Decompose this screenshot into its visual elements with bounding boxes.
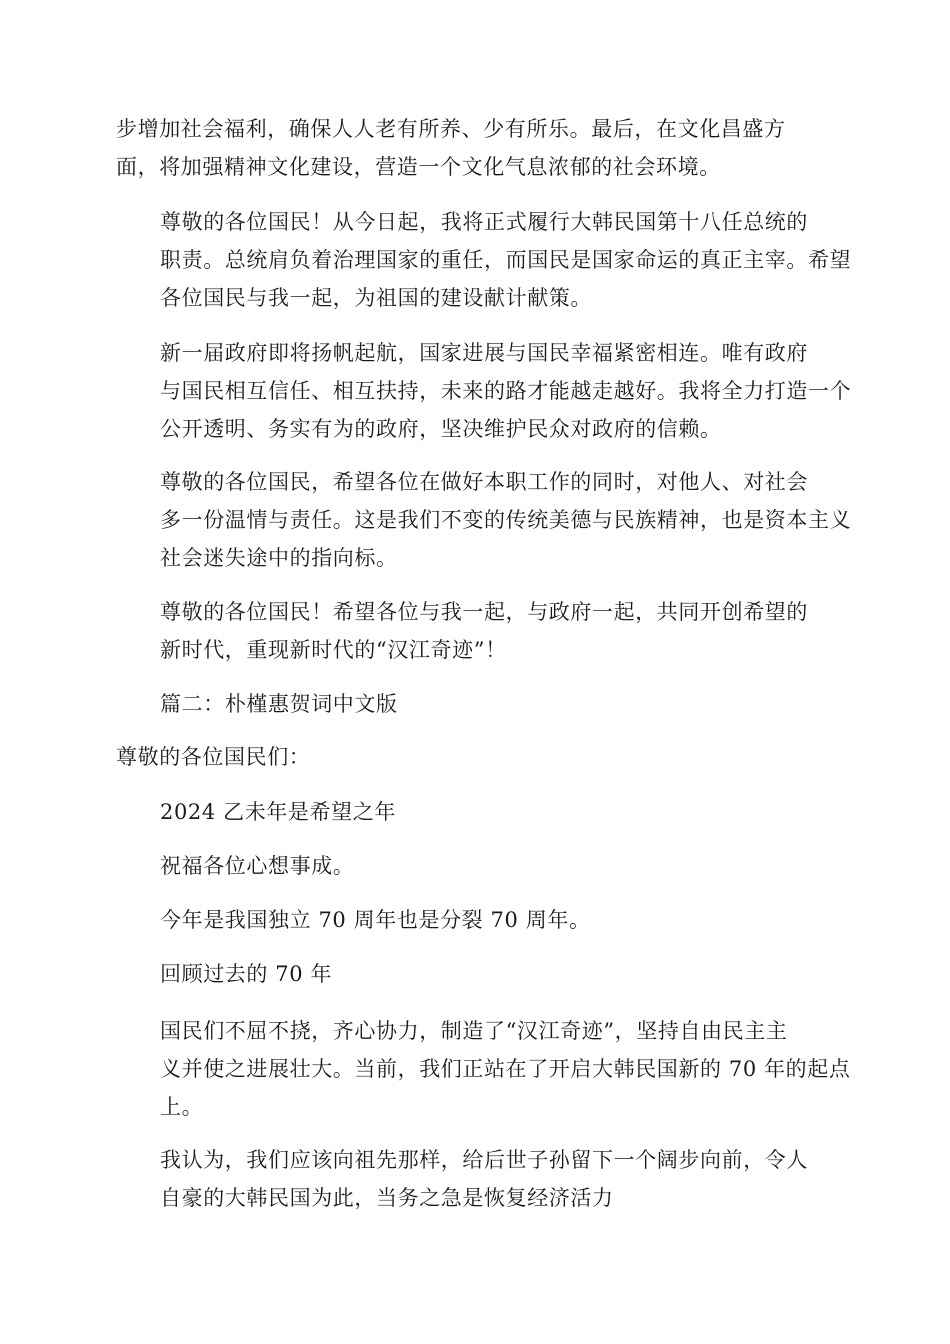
text-line: 篇二：朴槿惠贺词中文版	[160, 692, 398, 716]
paragraph-new-government	[116, 334, 852, 448]
text-line: 今年是我国独立 70 周年也是分裂 70 周年。	[160, 908, 591, 932]
text-line: 尊敬的各位国民！从今日起，我将正式履行大韩民国第十八任总统的	[160, 210, 808, 234]
text-line: 新一届政府即将扬帆起航，国家进展与国民幸福紧密相连。唯有政府	[160, 341, 808, 365]
text-line: 多一份温情与责任。这是我们不变的传统美德与民族精神，也是资本主义	[160, 508, 852, 532]
text-line: 回顾过去的 70 年	[160, 962, 333, 986]
paragraph-economy	[116, 1141, 834, 1217]
paragraph-presidential-duty	[116, 203, 852, 317]
salutation	[116, 738, 834, 776]
paragraph-look-back	[116, 955, 834, 993]
paragraph-democracy	[116, 1012, 851, 1126]
paragraph-wishes	[116, 847, 834, 885]
text-line: 祝福各位心想事成。	[160, 854, 355, 878]
text-line: 2024 乙未年是希望之年	[160, 800, 396, 824]
section-heading	[116, 685, 834, 723]
paragraph-han-river-miracle	[116, 593, 834, 669]
text-line: 面，将加强精神文化建设，营造一个文化气息浓郁的社会环境。	[116, 155, 721, 179]
text-line: 国民们不屈不挠，齐心协力，制造了“汉江奇迹”，坚持自由民主主	[160, 1019, 788, 1043]
text-line: 步增加社会福利，确保人人老有所养、少有所乐。最后，在文化昌盛方	[116, 117, 786, 141]
text-line: 义并使之进展壮大。当前，我们正站在了开启大韩民国新的 70 年的起点	[160, 1057, 851, 1081]
paragraph-responsibility	[116, 463, 852, 577]
text-line: 我认为，我们应该向祖先那样，给后世子孙留下一个阔步向前，令人	[160, 1148, 808, 1172]
text-line: 公开透明、务实有为的政府，坚决维护民众对政府的信赖。	[160, 417, 722, 441]
paragraph-anniversary	[116, 901, 834, 939]
paragraph-welfare-culture	[116, 110, 834, 186]
text-line: 自豪的大韩民国为此，当务之急是恢复经济活力	[160, 1186, 614, 1210]
text-line: 各位国民与我一起，为祖国的建设献计献策。	[160, 286, 592, 310]
text-line: 与国民相互信任、相互扶持，未来的路才能越走越好。我将全力打造一个	[160, 379, 852, 403]
text-line: 尊敬的各位国民！希望各位与我一起，与政府一起，共同开创希望的	[160, 600, 808, 624]
text-line: 社会迷失途中的指向标。	[160, 546, 398, 570]
paragraph-year-of-hope	[116, 793, 834, 831]
text-line: 尊敬的各位国民们：	[116, 745, 311, 769]
text-line: 尊敬的各位国民，希望各位在做好本职工作的同时，对他人、对社会	[160, 470, 808, 494]
text-line: 新时代，重现新时代的“汉江奇迹”！	[160, 638, 507, 662]
text-line: 职责。总统肩负着治理国家的重任，而国民是国家命运的真正主宰。希望	[160, 248, 852, 272]
text-line: 上。	[160, 1095, 204, 1119]
